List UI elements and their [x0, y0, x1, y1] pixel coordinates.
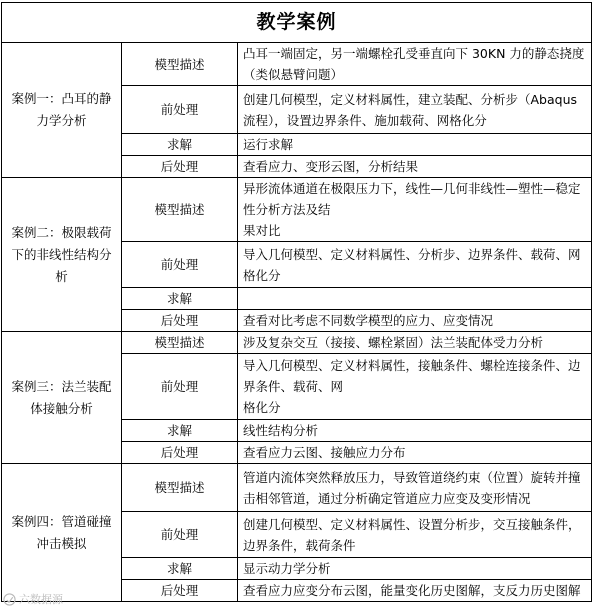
case-3-step-solve: 求解 [122, 420, 238, 442]
case-4-desc-solve: 显示动力学分析 [238, 558, 592, 580]
case-2-desc-pre: 导入几何模型、定义材料属性、分析步、边界条件、载荷、网格化分 [238, 242, 592, 288]
case-4-step-post: 后处理 [122, 580, 238, 602]
case-2-step-post: 后处理 [122, 310, 238, 332]
watermark-text: 六数据源 [19, 593, 63, 606]
case-2-desc-model-line2: 果对比 [243, 223, 281, 238]
case-4-step-pre: 前处理 [122, 512, 238, 558]
case-1-step-post: 后处理 [122, 156, 238, 178]
case-1-desc-pre: 创建几何模型，定义材料属性，建立装配、分析步（Abaqus 流程），设置边界条件、施加载荷、网格化分 [238, 86, 592, 134]
case-4-desc-post: 查看应力应变分布云图，能量变化历史图解，支反力历史图解 [238, 580, 592, 602]
watermark [3, 591, 63, 607]
case-2-step-model: 模型描述 [122, 178, 238, 242]
case-2-desc-model-line1: 异形流体通道在极限压力下，线性—几何非线性—塑性—稳定性分析方法及结 [243, 181, 581, 217]
case-1-name: 案例一：凸耳的静力学分析 [2, 43, 122, 178]
case-3-step-pre: 前处理 [122, 354, 238, 420]
case-3-desc-post: 查看应力云图、接触应力分布 [238, 442, 592, 464]
case-3-desc-model: 涉及复杂交互（接接、螺栓紧固）法兰装配体受力分析 [238, 332, 592, 354]
case-2-desc-post: 查看对比考虑不同数学模型的应力、应变情况 [238, 310, 592, 332]
case-4-desc-model: 管道内流体突然释放压力，导致管道绕约束（位置）旋转并撞击相邻管道，通过分析确定管道应力应变及变形情况 [238, 464, 592, 512]
case-4-desc-pre: 创建几何模型、定义材料属性、设置分析步，交互接触条件，边界条件，载荷条件 [238, 512, 592, 558]
case-1-desc-solve: 运行求解 [238, 134, 592, 156]
case-4-step-model: 模型描述 [122, 464, 238, 512]
case-3-step-post: 后处理 [122, 442, 238, 464]
case-3-desc-pre [238, 354, 592, 420]
case-4-name: 案例四：管道碰撞冲击模拟 [2, 464, 122, 602]
case-3-step-model: 模型描述 [122, 332, 238, 354]
case-4-step-solve: 求解 [122, 558, 238, 580]
case-2-desc-solve [238, 288, 592, 310]
case-2-name: 案例二：极限载荷下的非线性结构分析 [2, 178, 122, 332]
case-3-desc-solve: 线性结构分析 [238, 420, 592, 442]
case-1-step-pre: 前处理 [122, 86, 238, 134]
case-1-desc-model: 凸耳一端固定，另一端螺栓孔受垂直向下 30KN 力的静态挠度（类似悬臂问题） [238, 43, 592, 86]
case-2-step-solve: 求解 [122, 288, 238, 310]
case-1-desc-post: 查看应力、变形云图，分析结果 [238, 156, 592, 178]
case-1-step-solve: 求解 [122, 134, 238, 156]
case-3-desc-pre-line1: 导入几何模型、定义材料属性，接触条件、螺栓连接条件、边界条件、载荷、网 [243, 358, 581, 394]
case-3-name: 案例三：法兰装配体接触分析 [2, 332, 122, 464]
case-1-step-model: 模型描述 [122, 43, 238, 86]
watermark-logo-icon [3, 593, 16, 606]
teaching-cases-table [1, 2, 592, 602]
table-title: 教学案例 [2, 3, 592, 43]
case-2-desc-model [238, 178, 592, 242]
case-2-step-pre: 前处理 [122, 242, 238, 288]
case-3-desc-pre-line2: 格化分 [243, 400, 281, 415]
